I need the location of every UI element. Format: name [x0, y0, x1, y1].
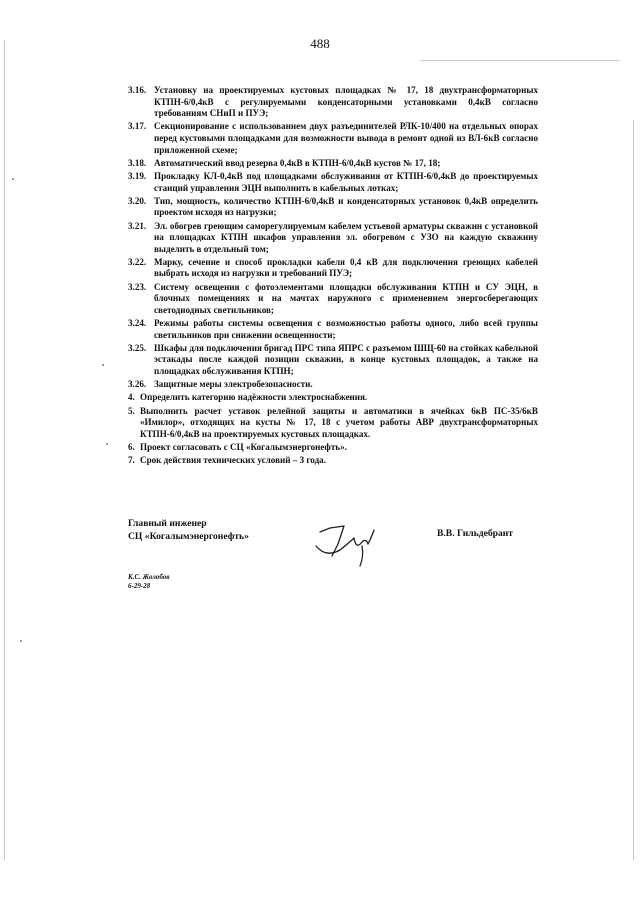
- list-item: [128, 158, 538, 170]
- list-item: [128, 282, 538, 317]
- list-item: [128, 85, 538, 120]
- item-text: Установку на проектируемых кустовых площадках № 17, 18 двухтрансформаторных КТПН-6/0,4кВ с регулируемыми конденсаторными установками 0,4кВ согласно требованиям СНиП и ПУЭ;: [154, 85, 538, 119]
- item-number: 3.19.: [128, 170, 147, 181]
- list-item: [128, 455, 538, 467]
- signatory-title: [128, 517, 249, 543]
- scan-speck: [102, 364, 104, 366]
- item-number: 3.20.: [128, 195, 147, 206]
- item-number: 5.: [128, 405, 135, 416]
- list-item: [128, 343, 538, 378]
- item-number: 3.26.: [128, 379, 147, 390]
- item-number: 6.: [128, 441, 135, 452]
- item-text: Выполнить расчет уставок релейной защиты и автоматики в ячейках 6кВ ПС-35/6кВ «Имилор», отходящих на кусты № 17, 18 с учетом работы АВР двухтрансформаторных КТПН-6/0,4кВ на проектируемых кустовых площадках.: [140, 405, 538, 439]
- item-number: 3.21.: [128, 220, 147, 231]
- page-number: 488: [310, 36, 330, 51]
- executor-name: К.С. Жолобов: [128, 573, 170, 581]
- signatory-title-line2: СЦ «Когалымэнергонефть»: [128, 531, 249, 542]
- list-item: [128, 318, 538, 341]
- item-text: Режимы работы системы освещения с возможностью работы одного, либо всей группы светильников при снижении освещенности;: [154, 318, 538, 340]
- list-item: [128, 392, 538, 404]
- scan-speck: [20, 640, 22, 642]
- item-number: 4.: [128, 392, 135, 403]
- list-item: [128, 221, 538, 256]
- item-text: Автоматический ввод резерва 0,4кВ в КТПН-6/0,4кВ кустов № 17, 18;: [154, 157, 441, 168]
- signatory-title-line1: Главный инженер: [128, 518, 207, 529]
- executor-phone: 6-29-28: [128, 582, 151, 590]
- list-item: [128, 196, 538, 219]
- item-text: Срок действия технических условий – 3 года.: [140, 455, 327, 466]
- item-text: Тип, мощность, количество КТПН-6/0,4кВ и конденсаторных установок 0,4кВ определить проектом исходя из нагрузки;: [154, 195, 538, 218]
- item-text: Шкафы для подключения бригад ПРС типа ЯПРС с разъемом ШЩ-60 на стойках кабельной эстакады после каждой позиции скважин, в конце кустовых площадок, а также на площадках обслуживания КТПН;: [154, 342, 538, 376]
- item-number: 7.: [128, 455, 135, 466]
- scan-edge-right: [633, 120, 634, 860]
- item-number: 3.24.: [128, 318, 147, 329]
- list-item: [128, 121, 538, 156]
- signatory-name: В.В. Гильдебрант: [437, 528, 513, 539]
- scan-speck: [12, 178, 14, 180]
- item-text: Определить категорию надёжности электроснабжения.: [140, 392, 368, 403]
- item-number: 3.18.: [128, 157, 147, 168]
- item-number: 3.25.: [128, 342, 147, 353]
- item-number: 3.23.: [128, 281, 147, 292]
- item-text: Эл. обогрев греющим саморегулируемым кабелем устьевой арматуры скважин с установкой на площадках КТПН шкафов управления эл. обогревом с УЗО на каждую скважину выделить в отдельный том;: [154, 220, 538, 254]
- item-text: Прокладку КЛ-0,4кВ под площадками обслуживания от КТПН-6/0,4кВ до проектируемых станций управления ЭЦН выполнить в кабельных лотках;: [154, 170, 538, 193]
- list-item: [128, 257, 538, 280]
- list-item: [128, 171, 538, 194]
- list-item: [128, 406, 538, 441]
- item-text: Марку, сечение и способ прокладки кабеля 0,4 кВ для подключения греющих кабелей выбрать исходя из нагрузки и требований ПУЭ;: [154, 256, 538, 279]
- executor-block: [128, 573, 169, 591]
- item-text: Защитные меры электробезопасности.: [154, 379, 313, 390]
- item-number: 3.22.: [128, 256, 147, 267]
- item-number: 3.17.: [128, 121, 147, 132]
- item-text: Секционирование с использованием двух разъединителей РЛК-10/400 на отдельных опорах перед кустовыми площадками для возможности вывода в ремонт одной из ВЛ-6кВ согласно приложенной схеме;: [154, 121, 538, 155]
- handwritten-signature: [310, 512, 390, 570]
- item-text: Проект согласовать с СЦ «Когалымэнергонефть».: [140, 441, 347, 452]
- list-item: [128, 379, 538, 391]
- requirements-list: [128, 85, 538, 468]
- item-number: 3.16.: [128, 85, 147, 95]
- scan-speck: [106, 443, 108, 445]
- item-text: Систему освещения с фотоэлементами площадки обслуживания КТПН и СУ ЭЦН, в блочных помещениях и на мачтах наружного с применением энергосберегающих светодиодных светильников;: [154, 281, 538, 315]
- scan-edge-left: [4, 40, 5, 860]
- list-item: [128, 442, 538, 454]
- scan-edge-top: [420, 60, 620, 61]
